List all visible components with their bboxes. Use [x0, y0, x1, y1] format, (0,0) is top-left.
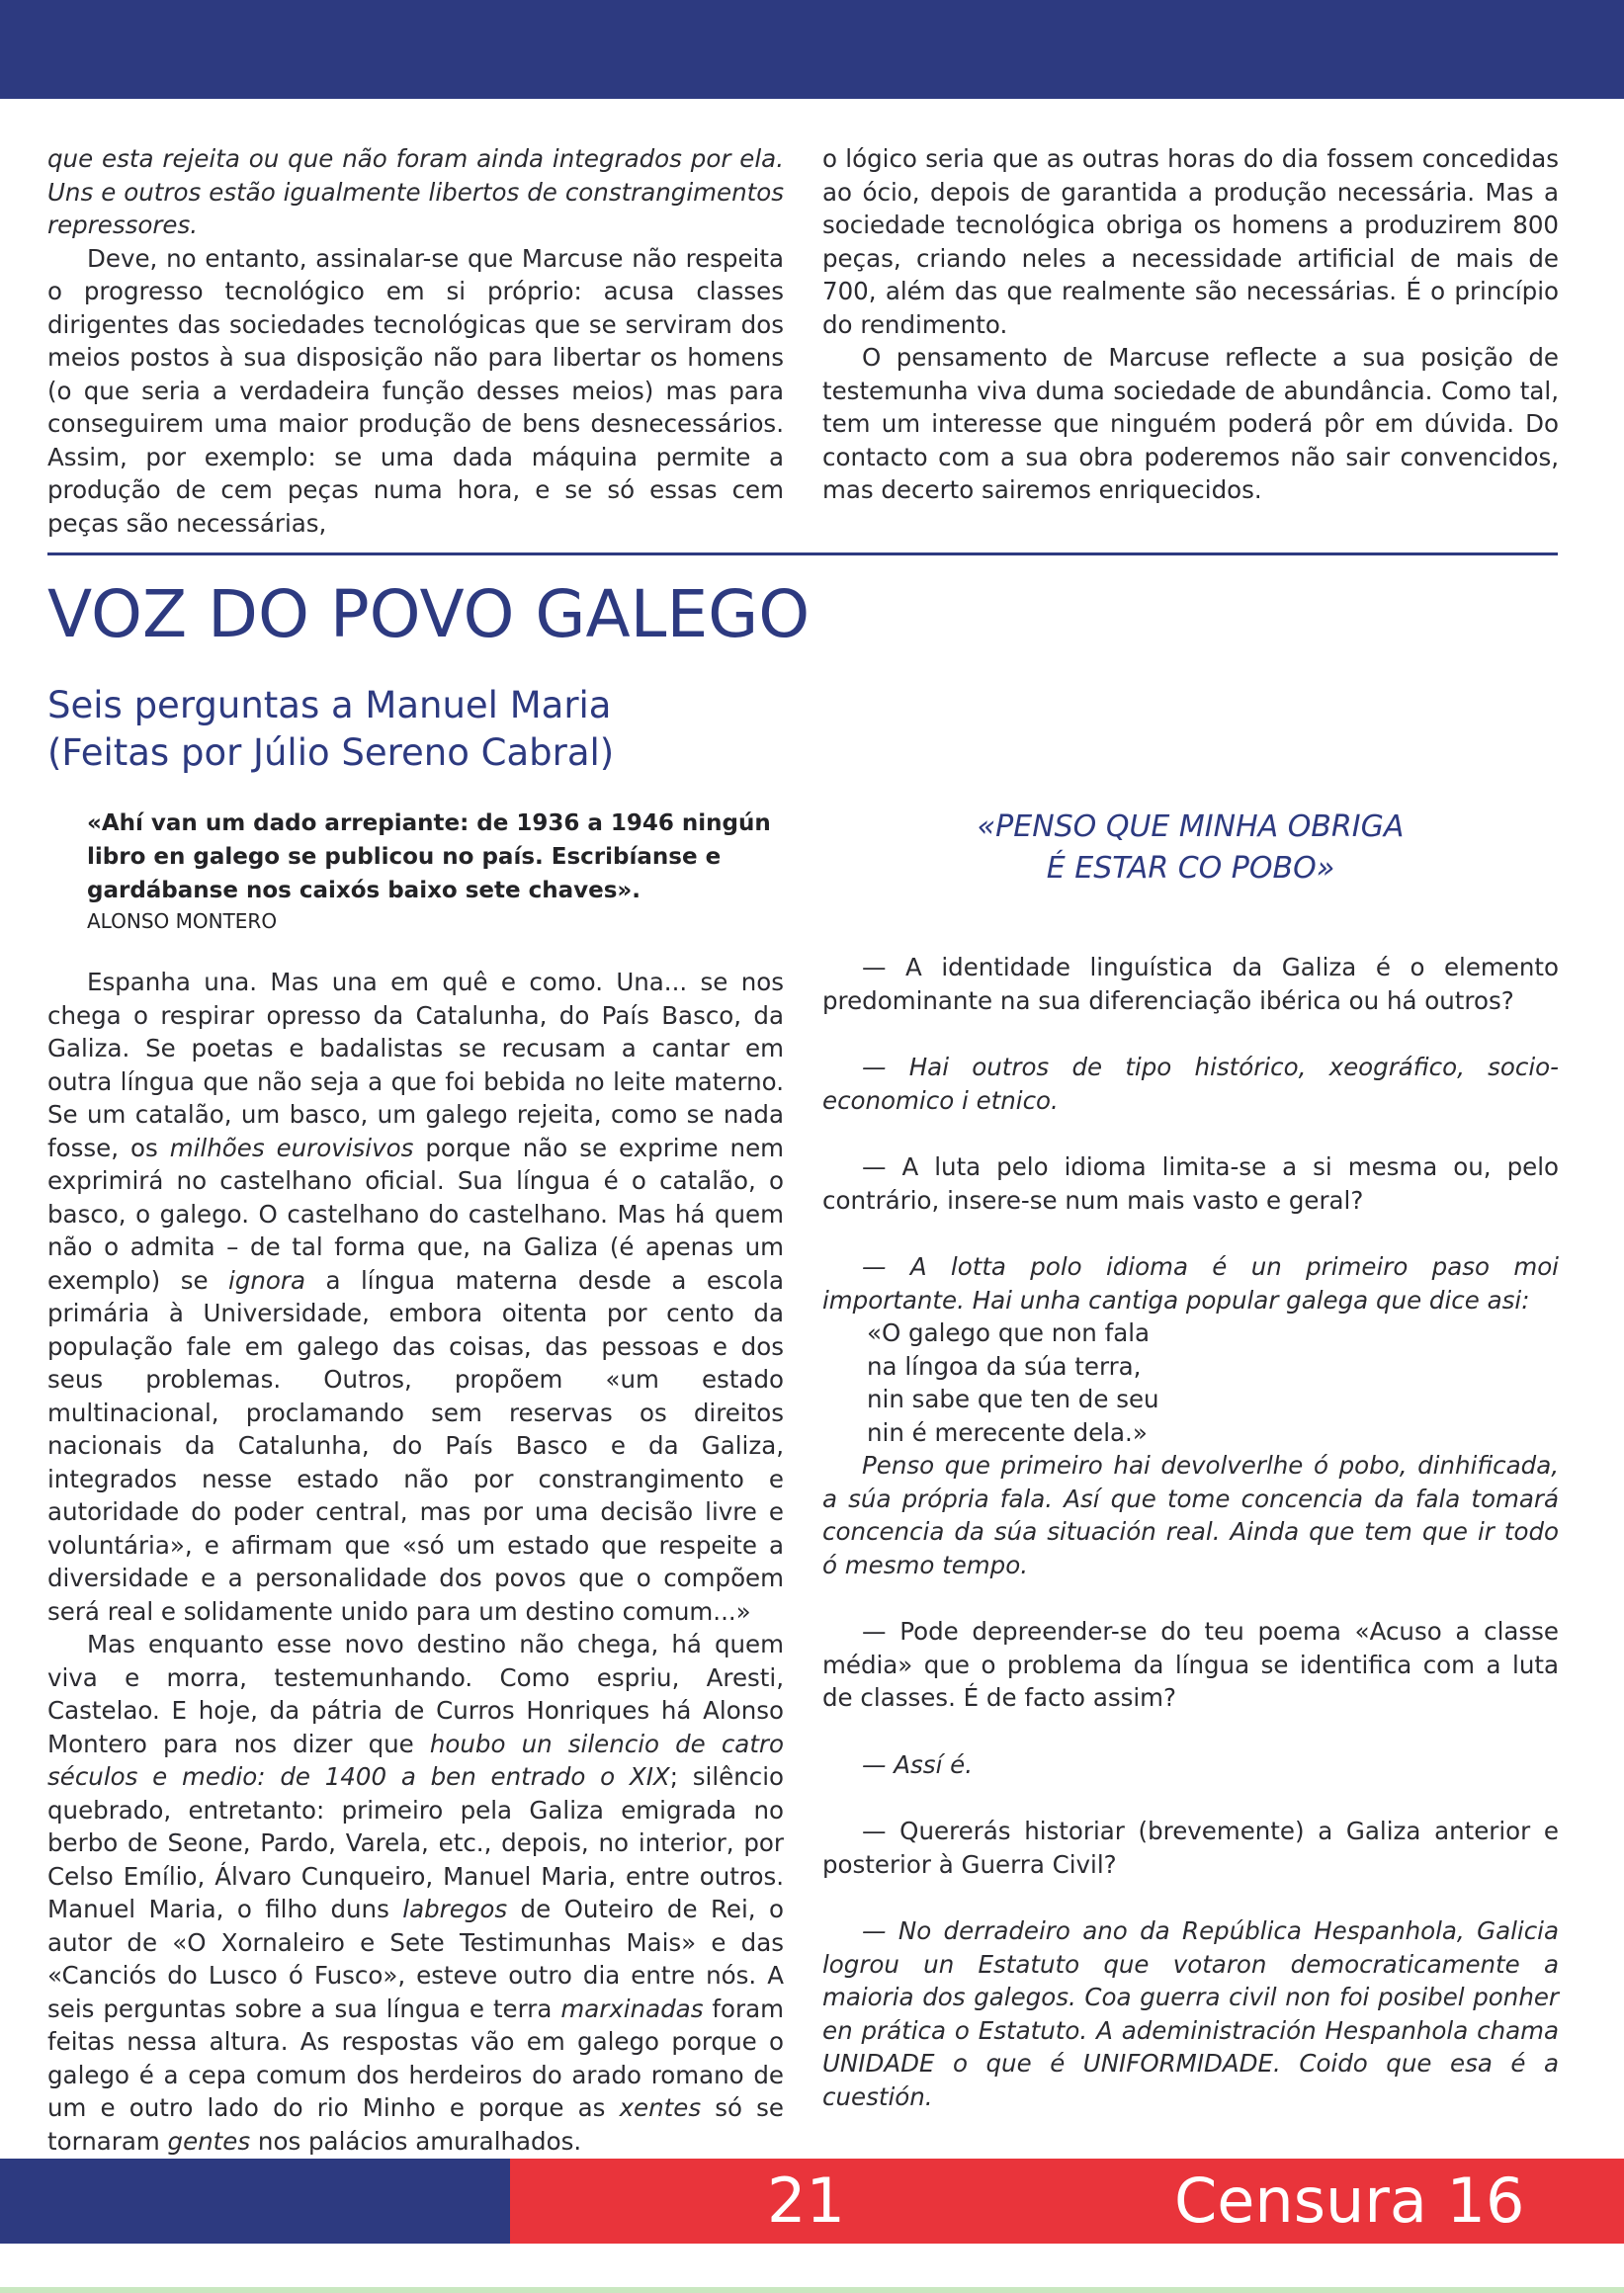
marcuse-paragraph-1: Deve, no entanto, assinalar-se que Marcuse não respeita o progresso tecnológico em si próprio: acusa classes dirigentes das sociedades tecnológicas que se serviram dos meios postos à sua disposição não para libertar os homens (o que seria a verdadeira função desses meios) mas para conseguirem uma maior produção de bens desnecessários. Assim, por exemplo: se uma dada máquina permite a produção de cem peças numa hora, e se só essas cem peças são necessárias, — [47, 243, 784, 538]
epigraph-quote: «Ahí van um dado arrepiante: de 1936 a 1946 ningún libro en galego se publicou no país. Escribíanse e gardábanse nos caixós baixo sete chaves». — [87, 810, 771, 903]
interview-column — [822, 951, 1559, 2113]
folk-poem — [867, 1316, 1559, 1449]
text-run: a língua materna desde a escola primária à Universidade, embora oitenta por cento da população fale em galego das coisas, das pessoas e dos seus problemas. Outros, propõem «um estado multinacional, proclamando sem reservas os direitos nacionais da Catalunha, do País Basco e da Galiza, integrados nesse estado não por constrangimento e autoridade do poder central, mas por uma decisão livre e voluntária», e afirmam que «só um estado que respeite a diversidade e a personalidade dos povos que o compõem será real e solidamente unido para um destino comum...» — [47, 1265, 784, 1626]
italic-run: milhões eurovisivos — [169, 1133, 414, 1162]
question-4: — Quererás historiar (brevemente) a Galiza anterior e posterior à Guerra Civil? — [822, 1817, 1559, 1879]
interview-headline-line-1: «PENSO QUE MINHA OBRIGA — [977, 809, 1405, 844]
epigraph — [47, 807, 784, 935]
top-left-column — [47, 142, 784, 540]
question-2: — A luta pelo idioma limita-se a si mesma ou, pelo contrário, insere-se num mais vasto e geral? — [822, 1152, 1559, 1215]
text-run: ; silêncio quebrado, entretanto: primeiro pela Galiza emigrada no berbo de Seone, Pardo, Varela, etc., depois, no interior, por Celso Emílio, Álvaro Cunqueiro, Manuel Maria, entre outros. Manuel Maria, o filho duns — [47, 1762, 784, 1923]
marcuse-paragraph-2: o lógico seria que as outras horas do dia fossem concedidas ao ócio, depois de garantida a produção necessária. Mas a sociedade tecnológica obriga os homens a produzirem 800 peças, criando neles a necessidade artificial de mais de 700, além das que realmente são necessárias. É o princípio do rendimento. — [822, 144, 1559, 339]
magazine-brand: Censura 16 — [1174, 2165, 1525, 2237]
interview-headline — [822, 807, 1559, 890]
epigraph-author: ALONSO MONTERO — [87, 909, 278, 933]
article-left-column — [47, 966, 784, 2158]
italic-run: xentes — [619, 2093, 702, 2122]
interview-headline-line-2: É ESTAR CO POBO» — [1046, 851, 1335, 886]
italic-run: houbo un silencio de catro séculos e medio: de 1400 a ben entrado o XIX — [47, 1729, 784, 1791]
bottom-green-strip — [0, 2287, 1624, 2293]
italic-run: labregos — [402, 1895, 508, 1923]
article-subtitle — [47, 682, 614, 777]
poem-line: na língoa da súa terra, — [867, 1351, 1142, 1381]
question-3: — Pode depreender-se do teu poema «Acuso a classe média» que o problema da língua se identifica com a luta de classes. É de facto assim? — [822, 1617, 1559, 1712]
answer-2: — A lotta polo idioma é un primeiro paso moi importante. Hai unha cantiga popular galega que dice asi: — [822, 1252, 1559, 1315]
poem-line: nin é merecente dela.» — [867, 1417, 1148, 1447]
page-number: 21 — [767, 2165, 845, 2237]
top-right-column — [822, 142, 1559, 507]
italic-run: ignora — [228, 1265, 305, 1295]
section-divider — [47, 552, 1558, 555]
answer-4: — No derradeiro ano da República Hespanhola, Galicia logrou un Estatuto que votaron democraticamente a maioria dos galegos. Coa guerra civil non foi posibel ponher en prática o Estatuto. A adeministración Hespanhola chama UNIDADE o que é UNIFORMIDADE. Coido que esa é a cuestión. — [822, 1916, 1559, 2111]
text-run: porque não se exprime nem exprimirá no castelhano oficial. Sua língua é o catalão, o basco, o galego. O castelhano do castelhano. Mas há quem não o admita – de tal forma que, na Galiza (é apenas um exemplo) se — [47, 1133, 785, 1295]
text-run: Espanha una. Mas una em quê e como. Una... se nos chega o respirar opresso da Catalunha, do País Basco, da Galiza. Se poetas e badalistas se recusam a cantar em outra língua que não seja a que foi bebida no leite materno. Se um catalão, um basco, um galego rejeita, como se nada fosse, os — [47, 968, 784, 1162]
article-title: VOZ DO POVO GALEGO — [47, 576, 811, 652]
italic-run: marxinadas — [560, 1994, 704, 2023]
question-1: — A identidade linguística da Galiza é o elemento predominante na sua diferenciação ibérica ou há outros? — [822, 953, 1559, 1015]
italic-run: gentes — [167, 2126, 251, 2156]
text-run: Mas enquanto esse novo destino não chega, há quem viva e morra, testemunhando. Como espriu, Aresti, Castelao. E hoje, da pátria de Curros Honriques há Alonso Montero para nos dizer que — [47, 1630, 784, 1758]
italic-continuation: que esta rejeita ou que não foram ainda integrados por ela. Uns e outros estão igualmente libertos de constrangimentos repressores. — [47, 144, 784, 239]
answer-3: — Assí é. — [862, 1749, 974, 1779]
subtitle-line-2: (Feitas por Júlio Sereno Cabral) — [47, 731, 615, 774]
text-run: foram feitas nessa altura. As respostas vão em galego porque o galego é a cepa comum dos herdeiros do arado romano de um e outro lado do rio Minho e porque as — [47, 1994, 784, 2122]
intro-paragraph-2 — [47, 1628, 784, 2158]
intro-paragraph-1 — [47, 966, 784, 1628]
top-color-bar — [0, 0, 1624, 99]
footer-blue-block — [0, 2159, 510, 2244]
answer-2-continued: Penso que primeiro hai devolverlhe ó pobo, dinhificada, a súa própria fala. Así que tome concencia da fala tomará concencia da súa situación real. Ainda que tem que ir todo ó mesmo tempo. — [822, 1451, 1559, 1579]
text-run: só se tornaram — [47, 2093, 784, 2156]
poem-line: nin sabe que ten de seu — [867, 1385, 1159, 1413]
subtitle-line-1: Seis perguntas a Manuel Maria — [47, 684, 612, 726]
text-run: de Outeiro de Rei, o autor de «O Xornaleiro e Sete Testimunhas Mais» e das «Canciós do Lusco ó Fusco», esteve outro dia entre nós. A seis perguntas sobre a sua língua e terra — [47, 1895, 784, 2023]
poem-line: «O galego que non fala — [867, 1318, 1151, 1347]
text-run: nos palácios amuralhados. — [250, 2126, 582, 2156]
marcuse-paragraph-3: O pensamento de Marcuse reflecte a sua posição de testemunha viva duma sociedade de abundância. Como tal, tem um interesse que ninguém poderá pôr em dúvida. Do contacto com a sua obra poderemos não sair convencidos, mas decerto sairemos enriquecidos. — [822, 343, 1559, 504]
answer-1: — Hai outros de tipo histórico, xeográfico, socio-economico i etnico. — [822, 1053, 1559, 1115]
